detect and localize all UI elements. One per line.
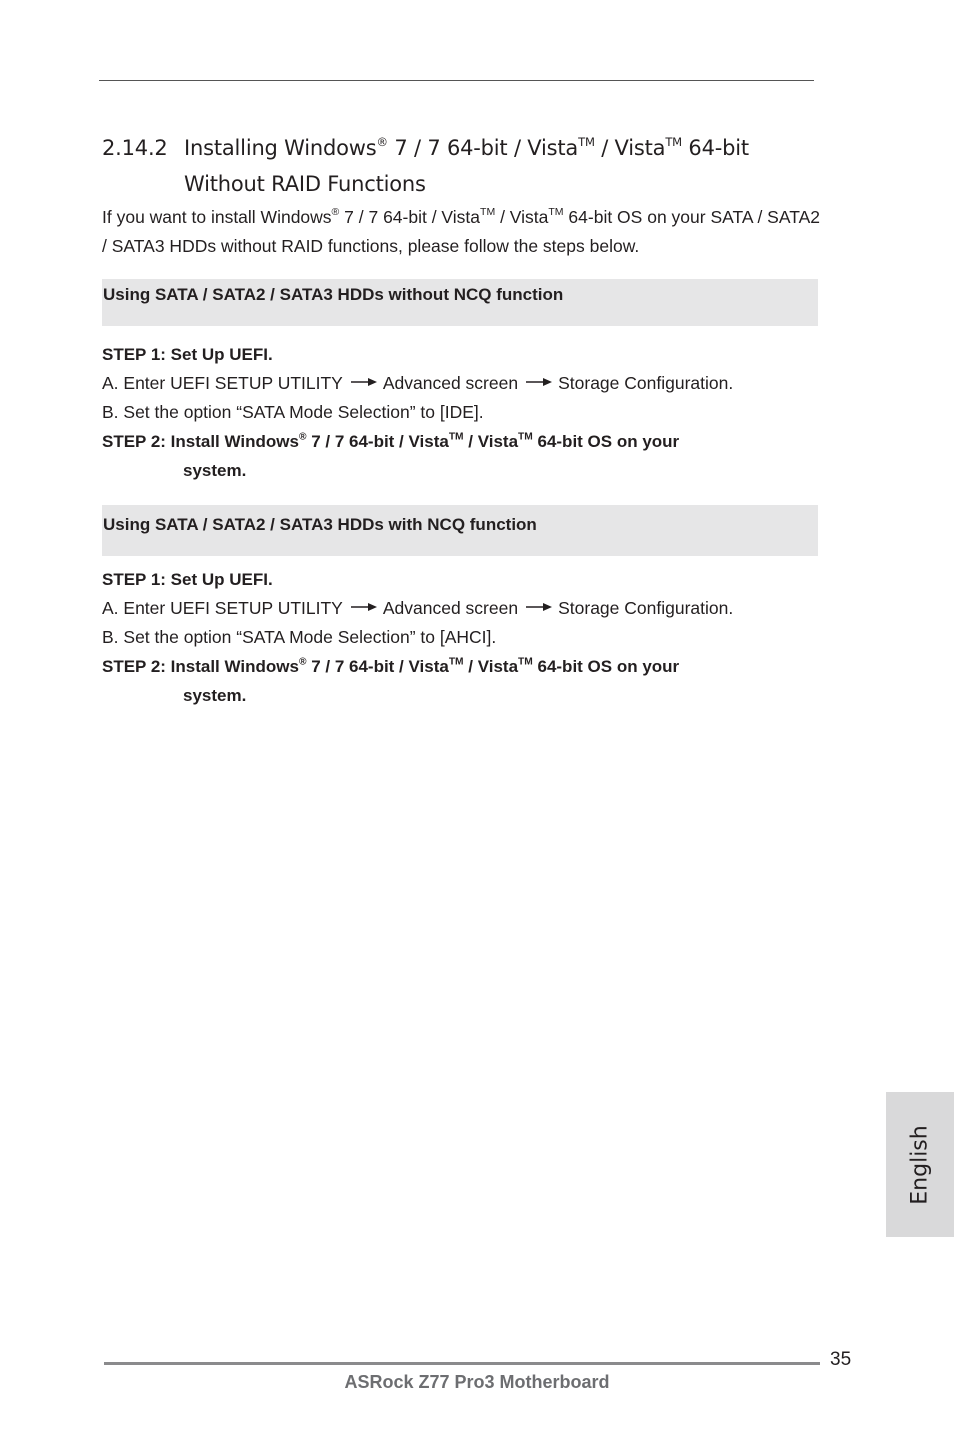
step1-label: STEP 1: Set Up UEFI. [102, 345, 273, 364]
step-text: / Vista [463, 657, 519, 676]
section-number: 2.14.2 [102, 136, 168, 160]
with-ncq-steps [102, 565, 822, 710]
title-part: / Vista [594, 136, 666, 160]
step2-line2: system. [183, 461, 247, 480]
section-title [102, 130, 842, 202]
arrow-right-icon [351, 376, 377, 388]
step-text: 7 / 7 64-bit / Vista [306, 432, 449, 451]
step-text: STEP 2: Install Windows [102, 432, 299, 451]
registered-mark: ® [298, 656, 307, 668]
language-side-tab [886, 1092, 954, 1237]
registered-mark: ® [376, 134, 388, 149]
step2-label [102, 427, 822, 456]
step-text: A. Enter UEFI SETUP UTILITY [102, 598, 343, 618]
arrow-right-icon [526, 376, 552, 388]
step-text: 64-bit OS on your [532, 657, 680, 676]
page-number: 35 [830, 1349, 852, 1370]
step-text: Advanced screen [382, 373, 519, 393]
step1-a [102, 594, 822, 623]
step-text: 7 / 7 64-bit / Vista [306, 657, 449, 676]
intro-text: 7 / 7 64-bit / Vista [339, 207, 481, 227]
registered-mark: ® [298, 431, 307, 443]
step2-line2: system. [183, 686, 247, 705]
intro-paragraph [102, 203, 822, 261]
without-ncq-heading: Using SATA / SATA2 / SATA3 HDDs without NCQ function [102, 279, 818, 326]
step-text: STEP 2: Install Windows [102, 657, 299, 676]
section-title-line2: Without RAID Functions [184, 172, 426, 196]
trademark-mark: TM [448, 656, 464, 668]
intro-text: / Vista [495, 207, 549, 227]
trademark-mark: TM [518, 431, 533, 443]
step2-label [102, 652, 822, 681]
with-ncq-heading: Using SATA / SATA2 / SATA3 HDDs with NCQ function [102, 505, 818, 556]
registered-mark: ® [331, 206, 340, 219]
step-text: Storage Configuration. [558, 373, 734, 393]
title-part: 64-bit [681, 136, 749, 160]
bottom-rule [104, 1362, 820, 1365]
step-text: A. Enter UEFI SETUP UTILITY [102, 373, 343, 393]
step-text: Advanced screen [382, 598, 519, 618]
step-text: / Vista [463, 432, 519, 451]
title-part: 7 / 7 64-bit / Vista [387, 136, 579, 160]
trademark-mark: TM [548, 206, 564, 219]
step1-label: STEP 1: Set Up UEFI. [102, 570, 273, 589]
trademark-mark: TM [448, 431, 464, 443]
step1-a [102, 369, 822, 398]
trademark-mark: TM [578, 134, 595, 149]
intro-text: If you want to install Windows [102, 207, 332, 227]
step1-b: B. Set the option “SATA Mode Selection” to [AHCI]. [102, 627, 497, 647]
arrow-right-icon [526, 601, 552, 613]
arrow-right-icon [351, 601, 377, 613]
title-part: Installing Windows [184, 136, 377, 160]
trademark-mark: TM [480, 206, 496, 219]
intro-text: 64-bit OS on your SATA / SATA2 / SATA3 HDDs without RAID functions, please follow the steps below. [102, 207, 821, 256]
trademark-mark: TM [665, 134, 682, 149]
without-ncq-steps [102, 340, 822, 485]
top-rule [99, 80, 814, 81]
language-label: English [907, 1124, 933, 1205]
step-text: Storage Configuration. [558, 598, 734, 618]
trademark-mark: TM [518, 656, 533, 668]
footer-product-name: ASRock Z77 Pro3 Motherboard [344, 1372, 610, 1392]
step-text: 64-bit OS on your [532, 432, 680, 451]
step1-b: B. Set the option “SATA Mode Selection” to [IDE]. [102, 402, 484, 422]
